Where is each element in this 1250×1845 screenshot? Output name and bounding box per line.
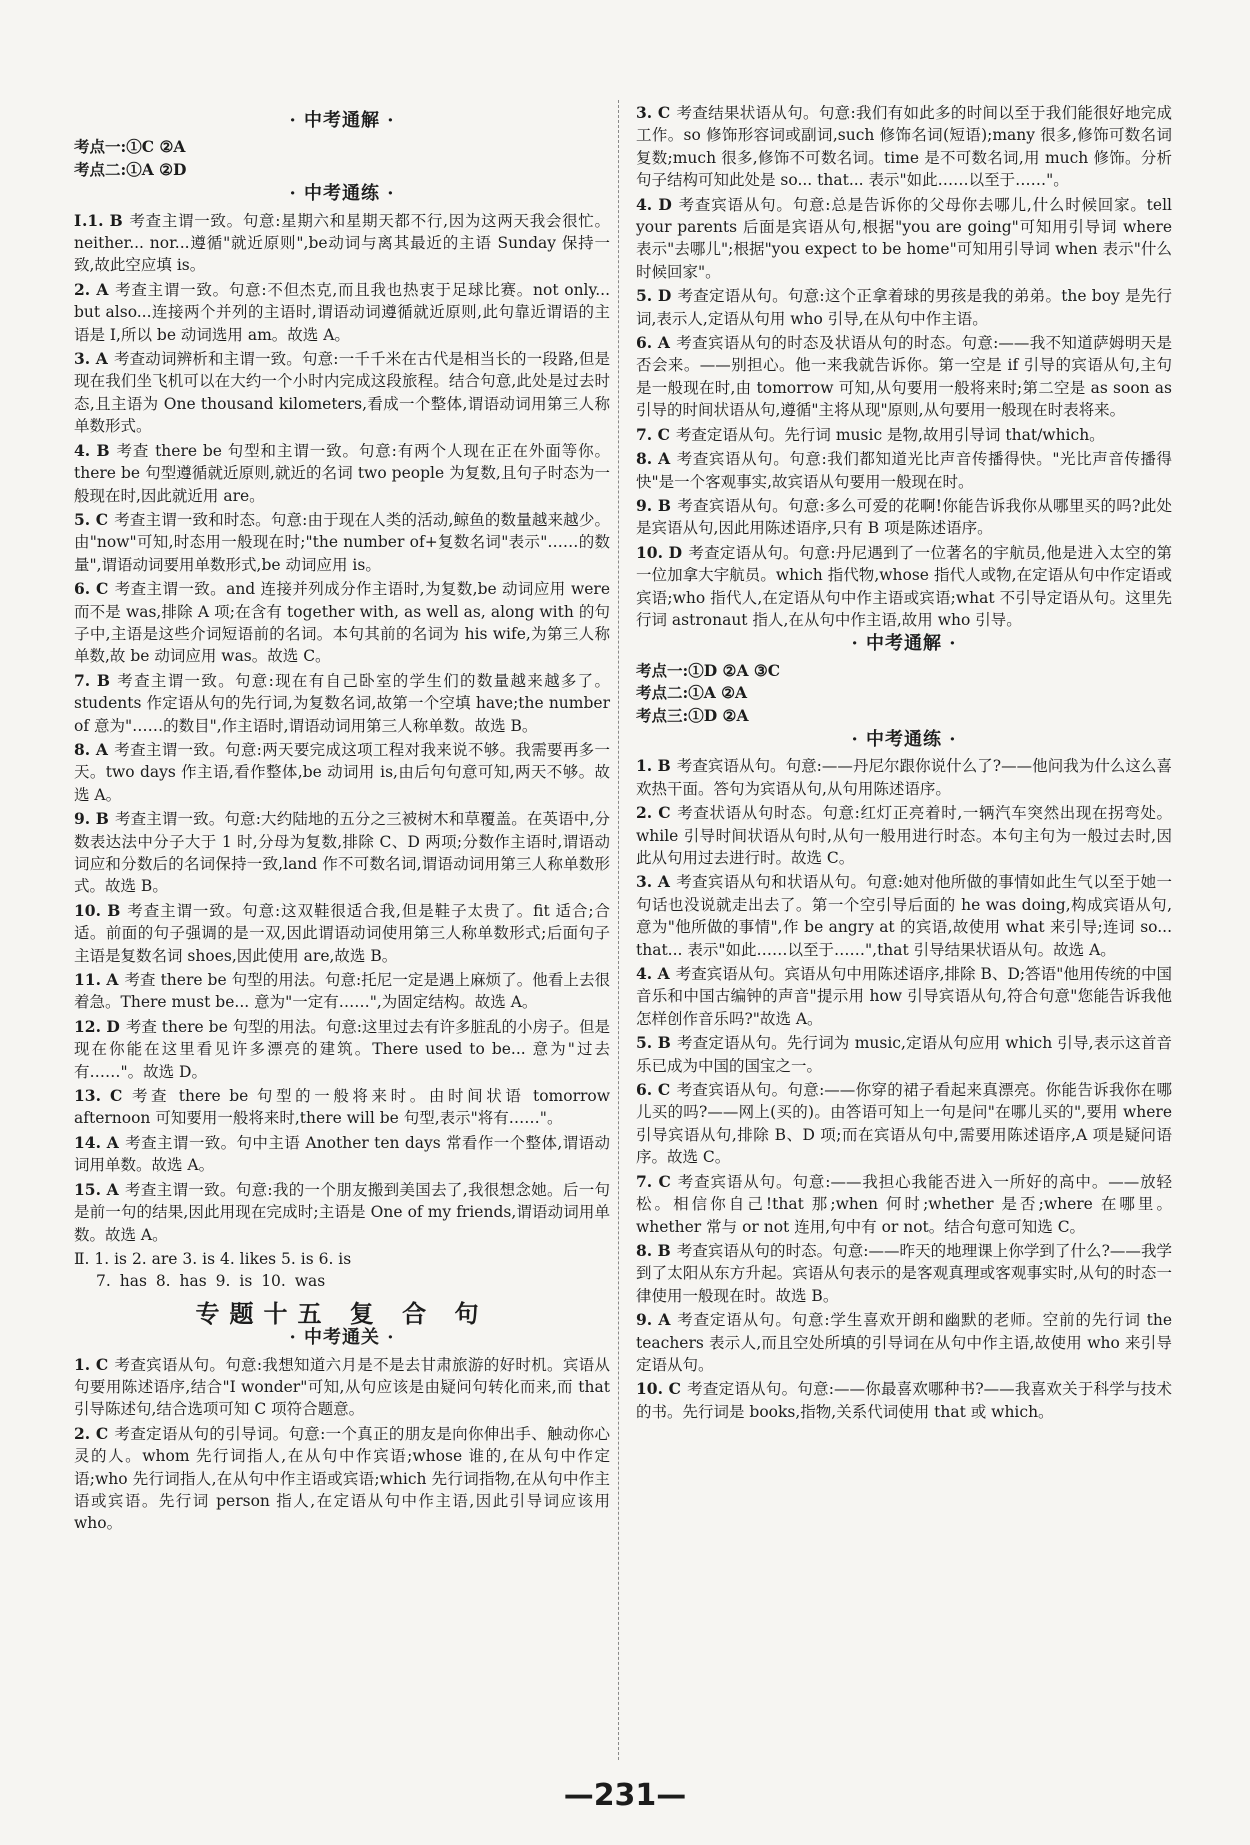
- answer-item: [74, 348, 610, 438]
- answer-number: 2. C: [636, 803, 671, 823]
- answer-explanation: 考查主谓一致。句意:这双鞋很适合我,但是鞋子太贵了。fit 适合;合适。前面的句子强调的是一双,因此谓语动词使用第三人称单数形式;后面句子主语是复数名词 shoes,因此使用 are,故选 B。: [74, 901, 610, 965]
- answer-explanation: 考查宾语从句。句意:我想知道六月是不是去甘肃旅游的好时机。宾语从句要用陈述语序,结合"I wonder"可知,从句应该是由疑问句转化而来,而 that 引导陈述句,结合选项可知 C 项符合题意。: [74, 1355, 610, 1419]
- answer-item: [636, 963, 1172, 1030]
- answer-item: [636, 495, 1172, 540]
- answer-item: [636, 1309, 1172, 1376]
- answer-item: [74, 1085, 610, 1130]
- answer-explanation: 考查主谓一致。句意:不但杰克,而且我也热衷于足球比赛。not only... but also...连接两个并列的主语时,谓语动词遵循就近原则,此句靠近谓语的主语是 I,所以 be 动词选用 am。故选 A。: [74, 280, 610, 344]
- kaodian-line: 考点二:①A ②D: [74, 159, 187, 179]
- answer-item: [636, 424, 1172, 446]
- left-column: [74, 108, 610, 1537]
- answer-explanation: 考查定语从句的引导词。句意:一个真正的朋友是向你伸出手、触动你心灵的人。whom 先行词指人,在从句中作宾语;whose 谁的,在从句中作定语;who 先行词指人,在从句中作主语或宾语;which 先行词指物,在从句中作主语或宾语。先行词 person 指人,在定语从句中作主语,因此引导词应该用 who。: [74, 1424, 610, 1533]
- answer-item: [74, 279, 610, 346]
- answer-explanation: 考查宾语从句。宾语从句中用陈述语序,排除 B、D;答语"他用传统的中国音乐和中国古编钟的声音"提示用 how 引导宾语从句,符合句意"您能告诉我他怎样创作音乐吗?"故选 A。: [636, 965, 1173, 1028]
- answer-item: [636, 285, 1172, 330]
- answer-explanation: 考查定语从句。句意:学生喜欢开朗和幽默的老师。空前的先行词 the teachers 表示人,而且空处所填的引导词在从句中作主语,故使用 who 来引导定语从句。: [636, 1311, 1172, 1374]
- answer-explanation: 考查宾语从句。句意:多么可爱的花啊!你能告诉我你从哪里买的吗?此处是宾语从句,因此用陈述语序,只有 B 项是陈述语序。: [636, 496, 1172, 538]
- answer-number: 2. C: [74, 1423, 109, 1443]
- answer-item: [636, 1378, 1172, 1423]
- answer-explanation: 考查宾语从句和状语从句。句意:她对他所做的事情如此生气以至于她一句话也没说就走出去了。第一个空引导后面的 he was doing,构成宾语从句,意为"他所做的事情",作 be angry at 的宾语,故使用 what 来引导;连词 so... that... 表示"如此……以至于……",that 引导结果状语从句。故选 A。: [636, 873, 1172, 959]
- answer-explanation: 考查定语从句。句意:丹尼遇到了一位著名的宇航员,他是进入太空的第一位加拿大宇航员。which 指代物,whose 指代人或物,在定语从句中作定语或宾语;who 指代人,在定语从句中作主语或宾语;what 不引导定语从句。这里先行词 astronaut 指人,在从句中作主语,故用 who 引导。: [636, 543, 1172, 629]
- answer-number: 5. D: [636, 286, 672, 306]
- answer-number: 6. C: [74, 579, 109, 599]
- answer-explanation: 考查主谓一致。句意:现在有自己卧室的学生们的数量越来越多了。students 作定语从句的先行词,为复数名词,故第一个空填 have;the number of 意为"……的数目",作主语时,谓语动词用第三人称单数。故选 B。: [74, 671, 610, 735]
- section-heading-tonglian: · 中考通练 ·: [289, 183, 395, 205]
- answer-number: 3. A: [636, 872, 670, 892]
- answer-explanation: 考查主谓一致。句意:大约陆地的五分之三被树木和草覆盖。在英语中,分数表达法中分子大于 1 时,分母为复数,排除 C、D 两项;分数作主语时,谓语动词应和分数后的名词保持一致,land 作不可数名词,谓语动词用第三人称单数形式。故选 B。: [74, 810, 610, 896]
- answer-explanation: 考查 there be 句型和主谓一致。句意:有两个人现在正在外面等你。there be 句型遵循就近原则,就近的名词 two people 为复数,且句子时态为一般现在时,因此就近用 are。: [74, 441, 610, 505]
- answer-explanation: 考查 there be 句型的一般将来时。由时间状语 tomorrow afternoon 可知要用一般将来时,there will be 句型,表示"将有……"。: [74, 1087, 611, 1128]
- answer-explanation: 考查主谓一致。句意:两天要完成这项工程对我来说不够。我需要再多一天。two days 作主语,看作整体,be 动词用 is,由后句句意可知,两天不够。故选 A。: [74, 740, 610, 804]
- answer-number: 8. B: [636, 1240, 671, 1260]
- answer-item: [636, 1171, 1172, 1238]
- answer-number: 7. B: [74, 670, 110, 690]
- answer-number: 5. C: [74, 509, 109, 529]
- answer-number: 4. D: [636, 194, 672, 214]
- answer-item: [74, 808, 610, 898]
- answer-item: [74, 969, 610, 1014]
- answer-explanation: 考查宾语从句。句意:我们都知道光比声音传播得快。"光比声音传播得快"是一个客观事实,故宾语从句要用一般现在时。: [636, 450, 1172, 491]
- answer-number: 1. C: [74, 1354, 109, 1374]
- answer-number: 14. A: [74, 1132, 119, 1152]
- answer-explanation: 考查宾语从句的时态。句意:——昨天的地理课上你学到了什么?——我学到了太阳从东方升起。宾语从句表示的是客观真理或客观事实时,从句的时态一律使用一般现在时。故选 B。: [636, 1241, 1172, 1305]
- answer-number: 15. A: [74, 1179, 119, 1199]
- answer-number: 4. A: [636, 964, 670, 984]
- answer-item: [636, 1079, 1172, 1169]
- answer-list: [74, 1354, 610, 1535]
- answer-item: [636, 871, 1172, 961]
- answer-item: [636, 1240, 1172, 1307]
- answer-explanation: 考查 there be 句型的用法。句意:托尼一定是遇上麻烦了。他看上去很着急。There must be... 意为"一定有……",为固定结构。故选 A。: [74, 971, 611, 1012]
- section-heading-tonglian: · 中考通练 ·: [851, 728, 957, 750]
- answer-item: [74, 900, 610, 967]
- answer-number: 7. C: [636, 1171, 671, 1191]
- answer-number: 9. B: [74, 809, 109, 829]
- answer-number: 6. A: [636, 333, 670, 353]
- answer-item: [636, 102, 1172, 192]
- right-column: [636, 102, 1172, 1425]
- answer-number: 3. A: [74, 349, 108, 369]
- answer-explanation: 考查宾语从句。句意:总是告诉你的父母你去哪儿,什么时候回家。tell your parents 后面是宾语从句,根据"you are going"可知用引导词 where 表示"去哪儿";根据"you expect to be home"可知用引导词 when 表示"什么时候回家"。: [636, 195, 1172, 281]
- answer-list: [636, 755, 1172, 1423]
- answer-item: [74, 578, 610, 668]
- answer-number: 2. A: [74, 279, 109, 299]
- answer-list: [636, 102, 1172, 631]
- section-heading-tongjie: · 中考通解 ·: [851, 633, 957, 655]
- answer-number: 10. D: [636, 542, 683, 562]
- section-heading-tongjie: · 中考通解 ·: [289, 110, 395, 131]
- fill-answers-line: Ⅱ. 1. is 2. are 3. is 4. likes 5. is 6. is: [74, 1249, 352, 1268]
- answer-explanation: 考查定语从句。句意:——你最喜欢哪种书?——我喜欢关于科学与技术的书。先行词是 books,指物,关系代词使用 that 或 which。: [636, 1380, 1172, 1421]
- answer-item: [636, 194, 1172, 284]
- answer-item: [74, 440, 610, 507]
- answer-item: [74, 1179, 610, 1246]
- answer-number: 9. A: [636, 1310, 671, 1330]
- answer-item: [636, 802, 1172, 869]
- answer-explanation: 考查定语从句。先行词 music 是物,故用引导词 that/which。: [675, 425, 1105, 444]
- answer-item: [74, 210, 610, 277]
- page-number: —231—: [563, 1778, 687, 1813]
- answer-item: [74, 1132, 610, 1177]
- answer-number: 11. A: [74, 970, 119, 990]
- answer-item: [636, 1032, 1172, 1077]
- kaodian-line: 考点一:①D ②A ③C: [636, 660, 781, 680]
- answer-item: [74, 1423, 610, 1535]
- answer-explanation: 考查宾语从句的时态及状语从句的时态。句意:——我不知道萨姆明天是否会来。——别担心。他一来我就告诉你。第一空是 if 引导的宾语从句,主句是一般现在时,由 tomorrow 可知,从句要用一般将来时;第二空是 as soon as 引导的时间状语从句,遵循"主将从现"原则,从句要用一般现在时表将来。: [636, 334, 1172, 420]
- answer-number: 8. A: [636, 449, 671, 469]
- answer-number: 9. B: [636, 495, 671, 515]
- answer-explanation: 考查定语从句。先行词为 music,定语从句应用 which 引导,表示这首音乐已成为中国的国宝之一。: [636, 1034, 1173, 1075]
- answer-explanation: 考查宾语从句。句意:——丹尼尔跟你说什么了?——他问我为什么这么喜欢热干面。答句为宾语从句,从句用陈述语序。: [636, 757, 1172, 798]
- answer-number: 13. C: [74, 1086, 123, 1106]
- answer-item: [74, 1354, 610, 1421]
- answer-item: [74, 739, 610, 806]
- answer-number: 10. B: [74, 900, 121, 920]
- answer-number: 7. C: [636, 424, 670, 444]
- answer-item: [74, 509, 610, 576]
- answer-item: [636, 332, 1172, 422]
- answer-number: 4. B: [74, 440, 110, 460]
- answer-explanation: 考查主谓一致和时态。句意:由于现在人类的活动,鲸鱼的数量越来越少。由"now"可知,时态用一般现在时;"the number of+复数名词"表示"……的数量",谓语动词要用单数形式,be 动词应用 is。: [74, 510, 610, 574]
- answer-explanation: 考查动词辨析和主谓一致。句意:一千千米在古代是相当长的一段路,但是现在我们坐飞机可以在大约一个小时内完成这段旅程。结合句意,此处是过去时态,且主语为 One thousand kilometers,看成一个整体,谓语动词用第三人称单数形式。: [74, 350, 610, 436]
- column-divider: [618, 100, 619, 1760]
- answer-explanation: 考查宾语从句。句意:——你穿的裙子看起来真漂亮。你能告诉我你在哪儿买的吗?——网上(买的)。由答语可知上一句是问"在哪儿买的",要用 where 引导宾语从句,排除 B、D 项;而在宾语从句中,需要用陈述语序,A 项是疑问语序。故选 C。: [636, 1081, 1172, 1167]
- answer-explanation: 考查主谓一致。句中主语 Another ten days 常看作一个整体,谓语动词用单数。故选 A。: [74, 1133, 610, 1175]
- answer-item: [636, 542, 1172, 632]
- answer-explanation: 考查主谓一致。句意:星期六和星期天都不行,因为这两天我会很忙。neither... nor...遵循"就近原则",be动词与离其最近的主语 Sunday 保持一致,故此空应填 is。: [74, 211, 611, 275]
- chapter-title: 专题十五 复 合 句: [195, 1298, 489, 1328]
- answer-explanation: 考查主谓一致。and 连接并列成分作主语时,为复数,be 动词应用 were 而不是 was,排除 A 项;在含有 together with, as well as, along with 的句子中,主语是这些介词短语前的名词。本句其前的名词为 his wife,为第三人称单数,故 be 动词应用 was。故选 C。: [74, 580, 610, 666]
- section-heading-tongguan: · 中考通关 ·: [289, 1327, 395, 1349]
- answer-explanation: 考查状语从句时态。句意:红灯正亮着时,一辆汽车突然出现在拐弯处。while 引导时间状语从句时,从句一般用进行时态。本句主句为一般过去时,因此从句用过去进行时。故选 C。: [636, 804, 1173, 867]
- answer-item: [74, 1016, 610, 1083]
- answer-explanation: 考查结果状语从句。句意:我们有如此多的时间以至于我们能很好地完成工作。so 修饰形容词或副词,such 修饰名词(短语);many 很多,修饰可数名词复数;much 很多,修饰不可数名词。time 是不可数名词,用 much 修饰。分析句子结构可知此处是 so... that... 表示"如此……以至于……"。: [636, 104, 1172, 190]
- answer-explanation: 考查 there be 句型的用法。句意:这里过去有许多脏乱的小房子。但是现在你能在这里看见许多漂亮的建筑。There used to be... 意为"过去有……"。故选 D。: [74, 1017, 610, 1081]
- answer-number: 1. B: [636, 756, 671, 776]
- answer-number: 8. A: [74, 739, 108, 759]
- answer-list: [74, 210, 610, 1246]
- answer-explanation: 考查定语从句。句意:这个正拿着球的男孩是我的弟弟。the boy 是先行词,表示人,定语从句用 who 引导,在从句中作主语。: [636, 287, 1172, 328]
- answer-number: Ⅰ.1. B: [74, 210, 123, 230]
- answer-item: [636, 448, 1172, 493]
- answer-number: 10. C: [636, 1379, 681, 1399]
- fill-answers-line: 7. has 8. has 9. is 10. was: [96, 1272, 326, 1291]
- answer-item: [636, 755, 1172, 800]
- kaodian-line: 考点三:①D ②A: [636, 705, 749, 725]
- answer-number: 3. C: [636, 103, 671, 122]
- answer-explanation: 考查宾语从句。句意:——我担心我能否进入一所好的高中。——放轻松。相信你自己!that 那;when 何时;whether 是否;where 在哪里。whether 常与 or not 连用,句中有 or not。结合句意可知选 C。: [636, 1172, 1172, 1236]
- kaodian-line: 考点一:①C ②A: [74, 137, 186, 157]
- answer-number: 5. B: [636, 1033, 671, 1053]
- answer-number: 12. D: [74, 1016, 120, 1036]
- answer-explanation: 考查主谓一致。句意:我的一个朋友搬到美国去了,我很想念她。后一句是前一句的结果,因此用现在完成时;主语是 One of my friends,谓语动词用单数。故选 A。: [74, 1180, 611, 1244]
- answer-number: 6. C: [636, 1080, 671, 1100]
- kaodian-line: 考点二:①A ②A: [636, 683, 748, 703]
- answer-item: [74, 670, 610, 737]
